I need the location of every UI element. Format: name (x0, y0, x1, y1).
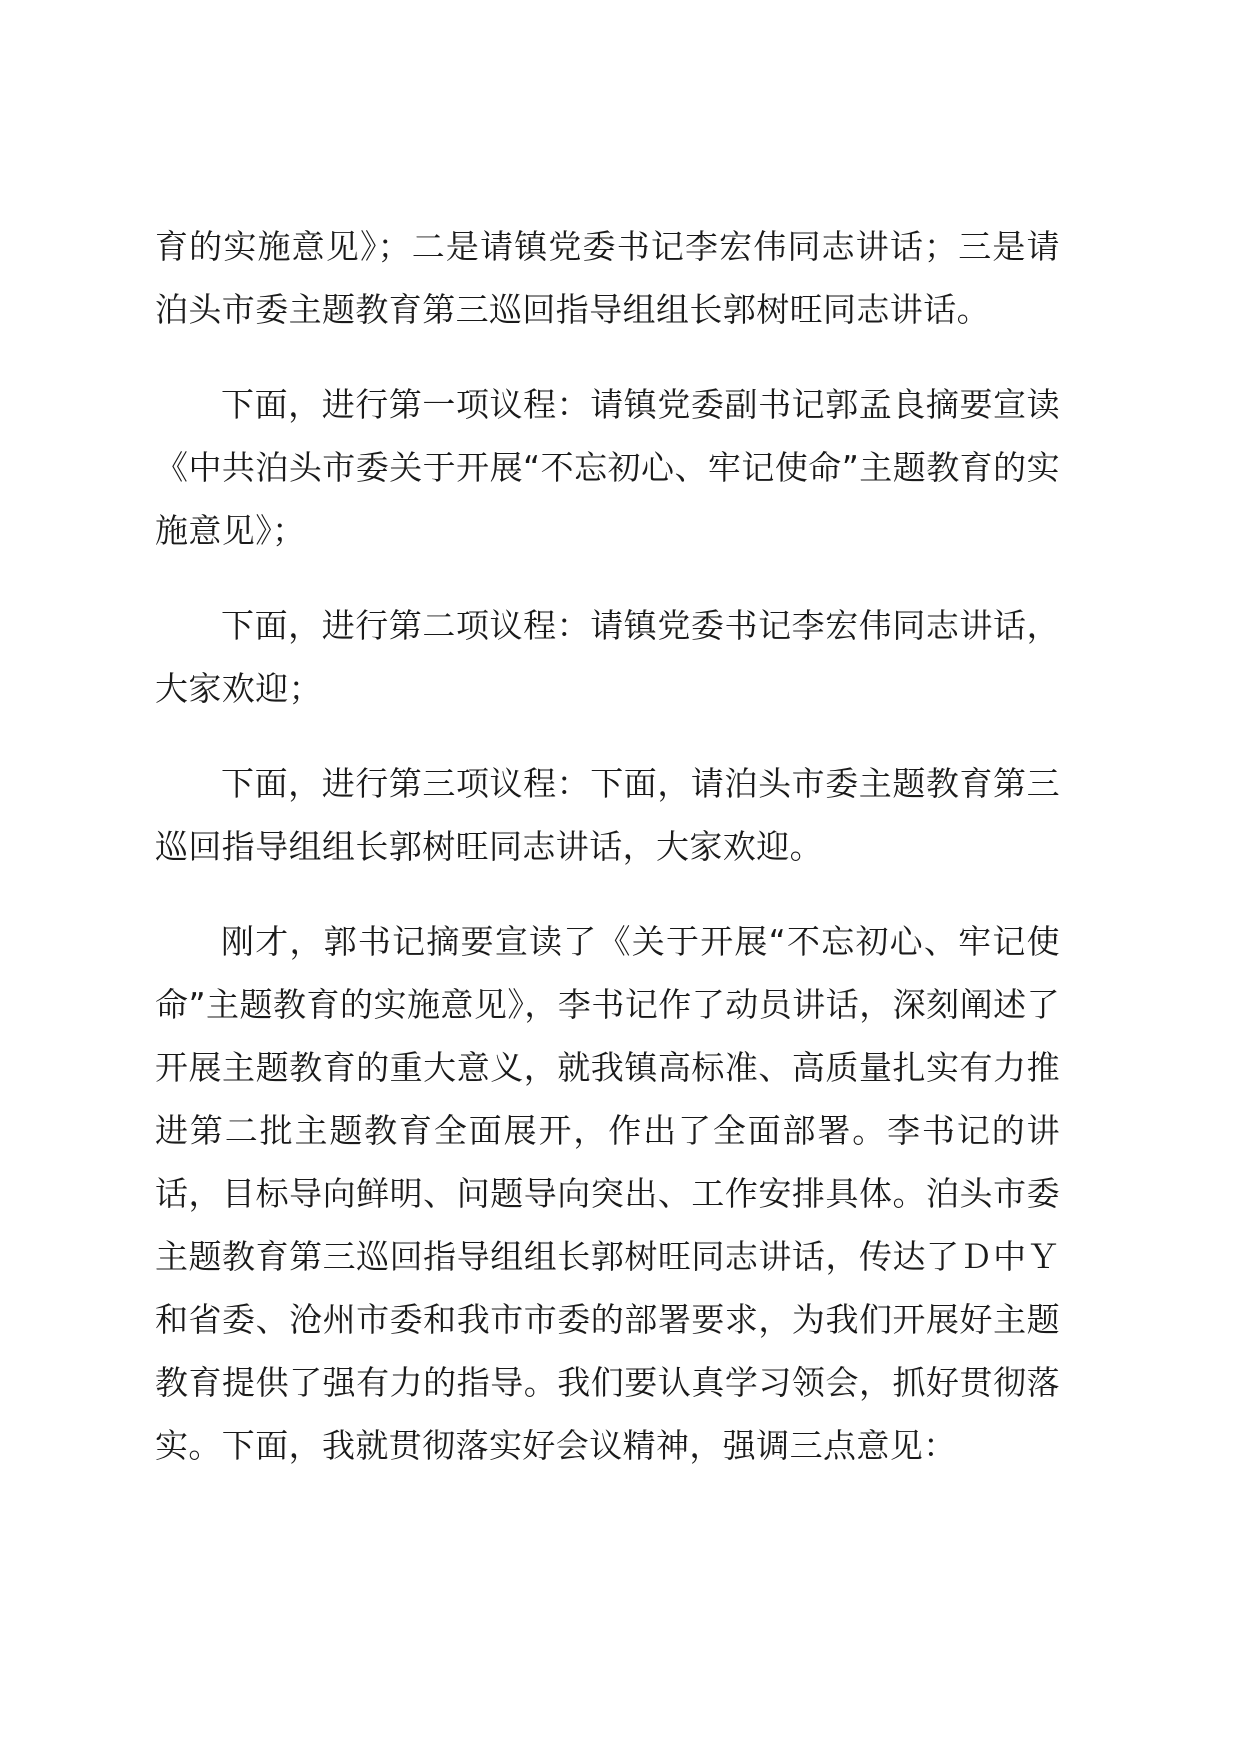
paragraph-agenda-item-two: 下面，进行第二项议程：请镇党委书记李宏伟同志讲话，大家欢迎； (155, 606, 1060, 708)
paragraph-summary: 刚才，郭书记摘要宣读了《关于开展“不忘初心、牢记使命”主题教育的实施意见》，李书记作了动员讲话，深刻阐述了开展主题教育的重大意义，就我镇高标准、高质量扎实有力推进第二批主题教育全面展开，作出了全面部署。李书记的讲话，目标导向鲜明、问题导向突出、工作安排具体。泊头市委主题教育第三巡回指导组组长郭树旺同志讲话，传达了Ｄ中Ｙ和省委、沧州市委和我市市委的部署要求，为我们开展好主题教育提供了强有力的指导。我们要认真学习领会，抓好贯彻落实。下面，我就贯彻落实好会议精神，强调三点意见： (155, 922, 1060, 1465)
paragraph-continuation: 育的实施意见》；二是请镇党委书记李宏伟同志讲话；三是请泊头市委主题教育第三巡回指导组组长郭树旺同志讲话。 (155, 227, 1060, 329)
paragraph-agenda-item-one: 下面，进行第一项议程：请镇党委副书记郭孟良摘要宣读《中共泊头市委关于开展“不忘初心、牢记使命”主题教育的实施意见》； (155, 385, 1060, 550)
document-body (155, 215, 1060, 1477)
paragraph-agenda-item-three: 下面，进行第三项议程：下面，请泊头市委主题教育第三巡回指导组组长郭树旺同志讲话，大家欢迎。 (155, 764, 1060, 866)
